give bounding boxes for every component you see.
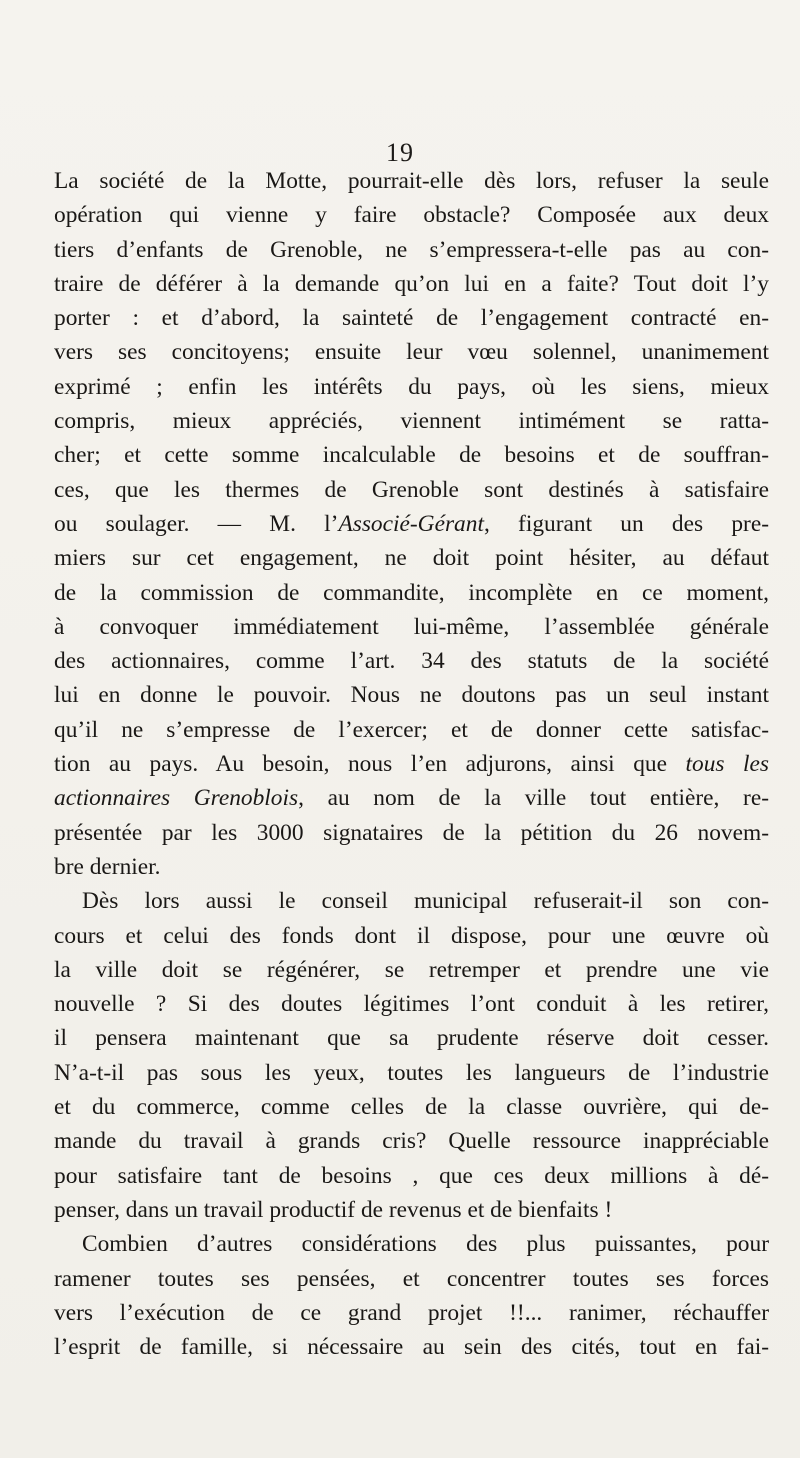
text-line: des actionnaires, comme l’art. 34 des statuts de la société (54, 648, 769, 675)
body-text (54, 164, 769, 1364)
text-line: qu’il ne s’empresse de l’exercer; et de donner cette satisfac- (54, 716, 769, 743)
text-line: N’a-t-il pas sous les yeux, toutes les langueurs de l’industrie (54, 1059, 769, 1086)
text-line: exprimé ; enfin les intérêts du pays, où les siens, mieux (54, 373, 769, 400)
text-line: Combien d’autres considérations des plus puissantes, pour (82, 1231, 769, 1258)
text-line: tion au pays. Au besoin, nous l’en adjurons, ainsi que tous les (54, 751, 769, 778)
paragraph (54, 1227, 769, 1364)
text-line: ces, que les thermes de Grenoble sont destinés à satisfaire (54, 476, 769, 503)
text-line: la ville doit se régénérer, se retremper et prendre une vie (54, 956, 769, 983)
text-line: mande du travail à grands cris? Quelle ressource inappréciable (54, 1128, 769, 1155)
text-line: l’esprit de famille, si nécessaire au sein des cités, tout en fai- (54, 1334, 769, 1361)
text-line: présentée par les 3000 signataires de la pétition du 26 novem- (54, 819, 769, 846)
text-line: pour satisfaire tant de besoins , que ces deux millions à dé- (54, 1162, 769, 1189)
text-line: ramener toutes ses pensées, et concentrer toutes ses forces (54, 1265, 769, 1292)
text-line: il pensera maintenant que sa prudente réserve doit cesser. (54, 1025, 769, 1052)
text-line: cher; et cette somme incalculable de besoins et de souffran- (54, 442, 769, 469)
text-line: porter : et d’abord, la sainteté de l’engagement contracté en- (54, 305, 769, 332)
text-line: actionnaires Grenoblois, au nom de la ville tout entière, re- (54, 785, 769, 812)
text-line: à convoquer immédiatement lui-même, l’assemblée générale (54, 613, 769, 640)
text-line: lui en donne le pouvoir. Nous ne doutons pas un seul instant (54, 682, 769, 709)
text-line: nouvelle ? Si des doutes légitimes l’ont conduit à les retirer, (54, 991, 769, 1018)
page-number: 19 (386, 138, 414, 167)
text-line: vers ses concitoyens; ensuite leur vœu solennel, unanimement (54, 339, 769, 366)
text-line: tiers d’enfants de Grenoble, ne s’empressera-t-elle pas au con- (54, 236, 769, 263)
text-line: cours et celui des fonds dont il dispose, pour une œuvre où (54, 922, 769, 949)
text-line: penser, dans un travail productif de revenus et de bienfaits ! (54, 1196, 613, 1223)
text-line: vers l’exécution de ce grand projet !!... ranimer, réchauffer (54, 1299, 769, 1326)
text-line: La société de la Motte, pourrait-elle dès lors, refuser la seule (54, 168, 769, 194)
text-line: de la commission de commandite, incomplète en ce moment, (54, 579, 769, 606)
text-line: opération qui vienne y faire obstacle? Composée aux deux (54, 202, 769, 229)
text-line: ou soulager. — M. l’Associé-Gérant, figurant un des pre- (54, 510, 769, 537)
text-line: compris, mieux appréciés, viennent intimément se ratta- (54, 408, 769, 435)
paragraph (54, 164, 769, 884)
text-line: et du commerce, comme celles de la classe ouvrière, qui de- (54, 1094, 769, 1121)
text-line: bre dernier. (54, 853, 161, 880)
paragraph (54, 884, 769, 1227)
text-line: miers sur cet engagement, ne doit point hésiter, au défaut (54, 545, 769, 572)
text-line: traire de déférer à la demande qu’on lui en a faite? Tout doit l’y (54, 270, 769, 297)
text-line: Dès lors aussi le conseil municipal refuserait-il son con- (82, 888, 769, 915)
